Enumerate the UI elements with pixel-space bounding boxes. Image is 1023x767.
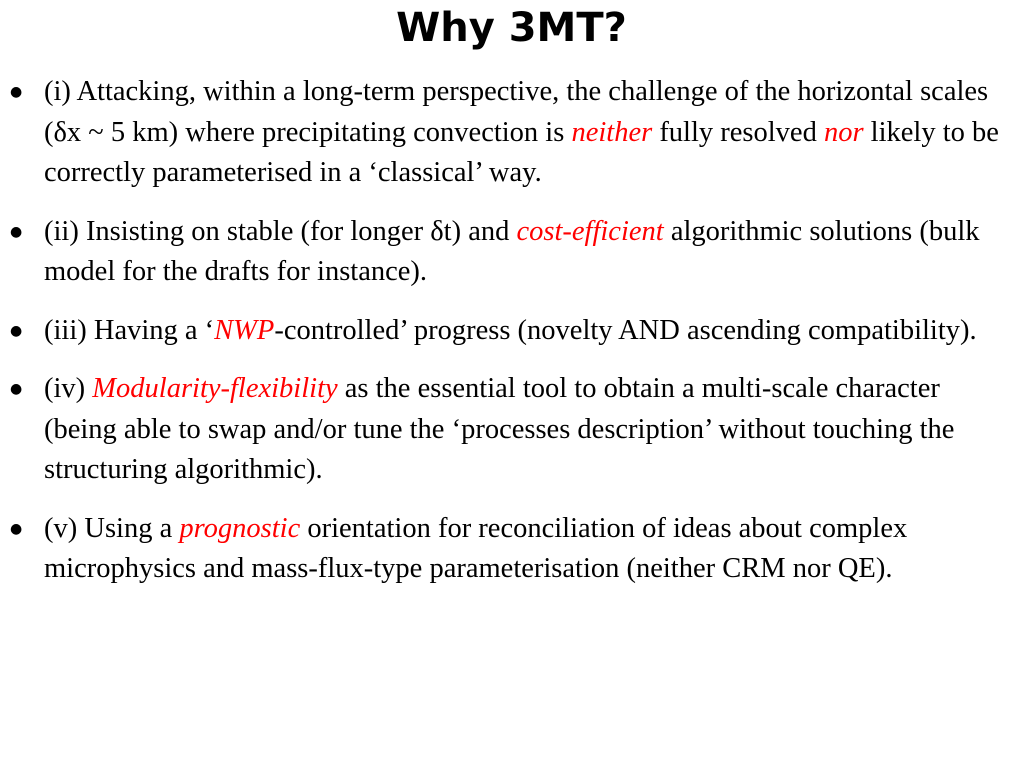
bullet-icon: ● — [10, 84, 23, 100]
bullet-list — [10, 72, 1016, 608]
emphasis-text: nor — [823, 116, 864, 148]
bullet-item-5 — [10, 509, 1016, 590]
bullet-text-segment: (v) Using a — [44, 512, 180, 544]
emphasis-text: prognostic — [179, 512, 301, 544]
bullet-text-segment: likely to be correctly parameterised in a ‘classical’ way. — [44, 116, 999, 188]
bullet-text-segment: orientation for reconciliation of ideas about complex microphysics and mass-flux-type parameterisation (neither CRM nor QE). — [44, 512, 908, 584]
slide-title: Why 3MT? — [396, 5, 627, 51]
bullet-text-segment: (iii) Having a ‘ — [44, 314, 215, 346]
bullet-text-segment: (iv) — [44, 373, 93, 404]
emphasis-text: cost-efficient — [516, 215, 664, 247]
emphasis-text: Modularity-flexibility — [92, 373, 338, 404]
bullet-icon: ● — [10, 223, 23, 240]
bullet-text-segment: (i) Attacking, within a long-term perspective, the challenge of the horizontal scales (δx ~ 5 km) where precipitating convection is — [44, 76, 989, 148]
emphasis-text: neither — [571, 116, 653, 148]
bullet-text-segment: (ii) Insisting on stable (for longer δt) and — [44, 215, 517, 247]
bullet-text-segment: -controlled’ progress (novelty AND ascending compatibility). — [274, 314, 977, 346]
bullet-item-3 — [10, 311, 1016, 352]
bullet-text-segment: as the essential tool to obtain a multi-scale character (being able to swap and/or tune the ‘processes description’ without touching the structuring algorithmic). — [44, 373, 955, 485]
bullet-icon: ● — [10, 322, 23, 339]
bullet-text-segment: algorithmic solutions (bulk model for the drafts for instance). — [44, 215, 980, 287]
bullet-item-4 — [10, 369, 1016, 491]
bullet-text-segment: fully resolved — [652, 116, 824, 148]
bullet-icon: ● — [10, 520, 23, 537]
emphasis-text: NWP — [214, 314, 275, 346]
bullet-item-2 — [10, 212, 1016, 293]
bullet-item-1 — [10, 72, 1016, 194]
bullet-icon: ● — [10, 381, 23, 397]
